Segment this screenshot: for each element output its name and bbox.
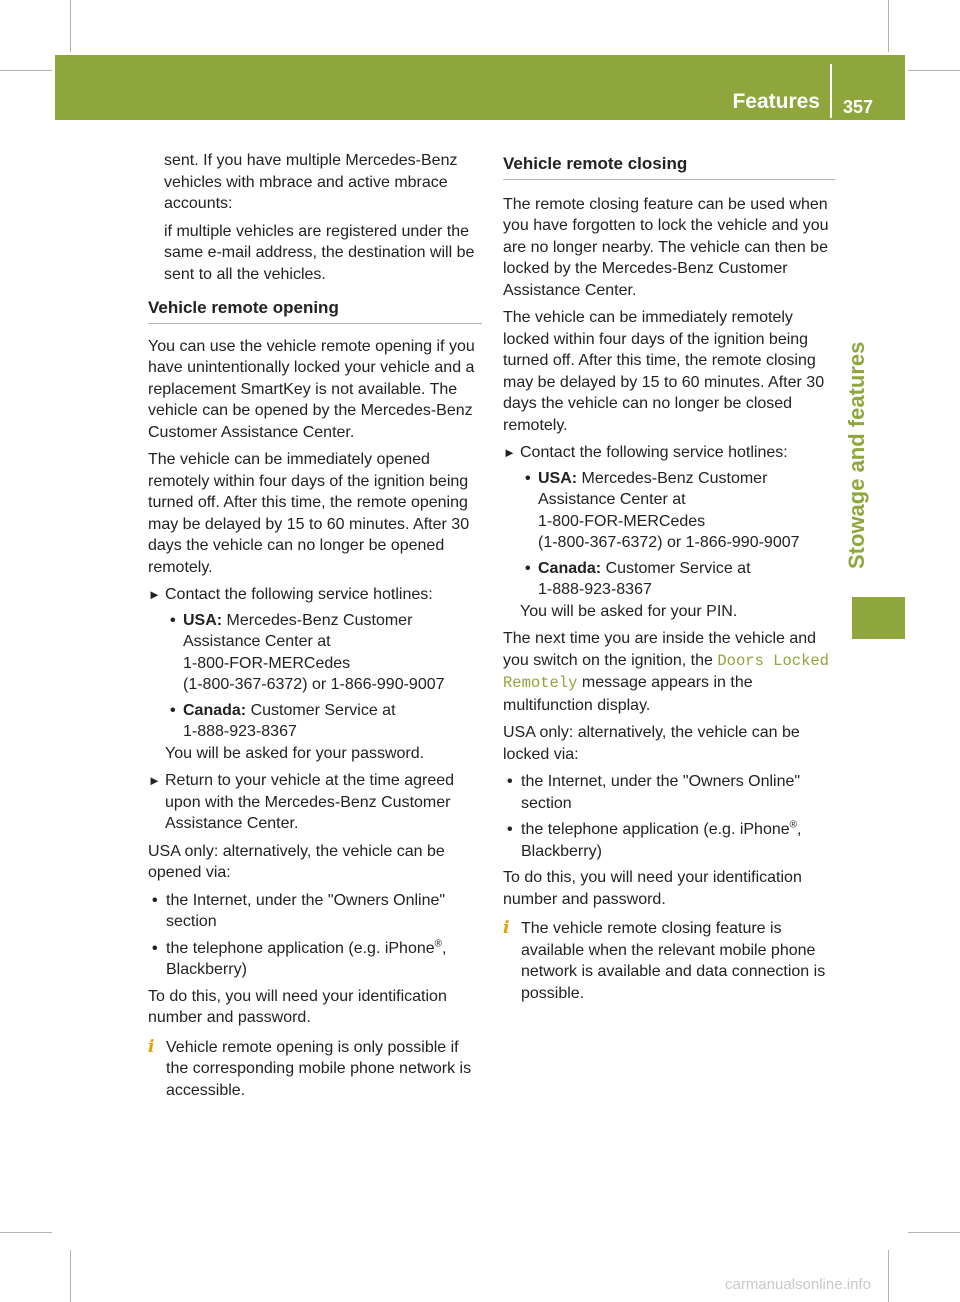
phone-number: (1-800-367-6372) or 1-866-990-9007 [183, 676, 445, 693]
info-note [503, 918, 835, 1004]
arrow-right-icon: ► [503, 445, 516, 460]
bullet-label: Canada: [538, 559, 602, 577]
bullet-item [148, 700, 482, 743]
bullet-text: the Internet, under the "Owners Online" section [166, 891, 446, 930]
step-text: Contact the following service hotlines: [520, 444, 788, 461]
bullet-label: USA: [538, 469, 578, 487]
bullet-text: Mercedes-Benz Customer Assistance Center at [183, 611, 413, 650]
bullet-icon: • [152, 939, 158, 957]
left-column [148, 150, 482, 1101]
bullet-item [148, 610, 482, 696]
paragraph: The vehicle can be immediately opened remotely within four days of the ignition being turned off. After this time, the remote opening may be delayed by 15 to 60 minutes. After 30 days the vehicle can no longer be opened remotely. [148, 451, 470, 576]
bullet-text: , Blackberry) [166, 939, 447, 978]
bullet-icon: • [525, 559, 531, 577]
paragraph: To do this, you will need your identification number and password. [503, 869, 802, 908]
crop-mark [0, 70, 52, 71]
bullet-text: the telephone application (e.g. iPhone [166, 939, 435, 957]
phone-number: 1-888-923-8367 [538, 581, 652, 598]
bullet-icon: • [170, 701, 176, 719]
paragraph: The vehicle can be immediately remotely locked within four days of the ignition being turned off. After this time, the remote closing may be delayed by 15 to 60 minutes. After 30 days the vehicle can no longer be closed remotely. [503, 309, 825, 434]
paragraph: You can use the vehicle remote opening if you have unintentionally locked your vehicle and a replacement SmartKey is not available. The vehicle can be opened by the Mercedes-Benz Customer Assistance Center. [148, 337, 475, 441]
registered-mark: ® [434, 938, 443, 950]
crop-mark [888, 0, 889, 52]
instruction-step [503, 442, 835, 464]
bullet-text: the Internet, under the "Owners Online" section [521, 773, 801, 812]
info-text: The vehicle remote closing feature is available when the relevant mobile phone network is available and data connection is possible. [521, 920, 826, 1002]
paragraph-text: The next time you are inside the vehicle and you switch on the ignition, the [503, 630, 817, 669]
bullet-item [503, 819, 835, 862]
paragraph [503, 628, 835, 716]
arrow-right-icon: ► [148, 587, 161, 602]
phone-number: (1-800-367-6372) or 1-866-990-9007 [538, 534, 800, 551]
bullet-text: Mercedes-Benz Customer Assistance Center at [538, 469, 768, 508]
note-text: You will be asked for your password. [165, 744, 425, 762]
display-message: Doors Locked Remotely [503, 651, 829, 692]
bullet-text: , Blackberry) [521, 821, 802, 860]
section-heading-remote-opening: Vehicle remote opening [148, 297, 482, 324]
crop-mark [908, 70, 960, 71]
intro-paragraph: if multiple vehicles are registered under the same e-mail address, the destination will be sent to all the vehicles. [164, 222, 475, 283]
step-text: Contact the following service hotlines: [165, 586, 433, 603]
crop-mark [70, 0, 71, 52]
bullet-label: USA: [183, 611, 223, 629]
section-tab [852, 597, 905, 639]
instruction-step [148, 770, 482, 835]
page-number: 357 [843, 97, 874, 117]
bullet-item [148, 938, 482, 981]
info-note [148, 1037, 482, 1102]
phone-number: 1-800-FOR-MERCedes [538, 512, 706, 530]
phone-number: 1-800-FOR-MERCedes [183, 654, 351, 672]
header-divider [830, 64, 832, 118]
bullet-item [148, 890, 482, 933]
header-title: Features [732, 90, 820, 113]
instruction-step [148, 584, 482, 606]
note-text: You will be asked for your PIN. [520, 602, 738, 620]
crop-mark [0, 1232, 52, 1233]
bullet-text: the telephone application (e.g. iPhone [521, 821, 790, 838]
crop-mark [908, 1232, 960, 1233]
section-side-label: Stowage and features [844, 342, 869, 570]
info-icon: i [148, 1036, 155, 1057]
bullet-icon: • [152, 891, 158, 909]
bullet-item [503, 558, 835, 601]
info-text: Vehicle remote opening is only possible if the corresponding mobile phone network is accessible. [166, 1038, 472, 1099]
bullet-item [503, 468, 835, 554]
bullet-label: Canada: [183, 701, 247, 719]
paragraph-text: message appears in the multifunction display. [503, 674, 753, 714]
step-text: Return to your vehicle at the time agreed upon with the Mercedes-Benz Customer Assistance Center. [165, 772, 455, 832]
phone-number: 1-888-923-8367 [183, 723, 297, 740]
bullet-text: Customer Service at [601, 559, 751, 577]
right-column [503, 150, 835, 1004]
intro-paragraph: sent. If you have multiple Mercedes-Benz vehicles with mbrace and active mbrace accounts: [164, 152, 458, 212]
section-heading-remote-closing: Vehicle remote closing [503, 153, 835, 180]
bullet-icon: • [525, 469, 531, 487]
registered-mark: ® [789, 819, 798, 831]
crop-mark [70, 1250, 71, 1302]
paragraph: The remote closing feature can be used when you have forgotten to lock the vehicle and you are no longer nearby. The vehicle can then be locked by the Mercedes-Benz Customer Assistance Center. [503, 195, 829, 299]
bullet-icon: • [507, 773, 513, 790]
arrow-right-icon: ► [148, 773, 161, 788]
bullet-icon: • [170, 611, 176, 629]
paragraph: USA only: alternatively, the vehicle can be opened via: [148, 842, 445, 881]
paragraph: USA only: alternatively, the vehicle can be locked via: [503, 724, 800, 763]
crop-mark [888, 1250, 889, 1302]
info-icon: i [503, 918, 510, 938]
paragraph: To do this, you will need your identification number and password. [148, 987, 447, 1026]
watermark: carmanualsonline.info [725, 1276, 871, 1293]
bullet-icon: • [507, 821, 513, 838]
bullet-text: Customer Service at [246, 701, 396, 719]
bullet-item [503, 771, 835, 814]
